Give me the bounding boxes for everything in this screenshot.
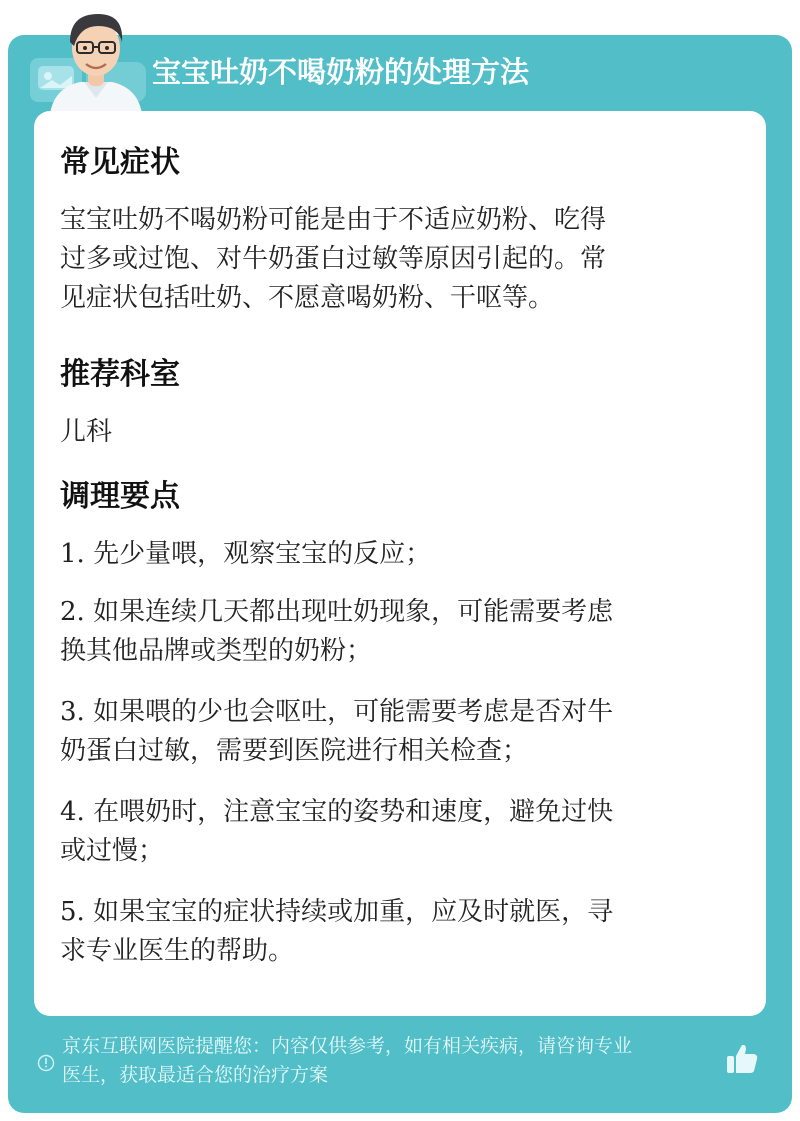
care-item (60, 793, 742, 871)
care-item-text: 或过慢； (60, 836, 165, 866)
doctor-avatar-icon (40, 2, 152, 114)
section-heading-department: 推荐科室 (60, 357, 180, 392)
care-item (60, 893, 742, 971)
section-heading-care: 调理要点 (60, 479, 180, 514)
care-item-number: 3. (60, 697, 85, 727)
care-item-text: 求专业医生的帮助。 (60, 936, 295, 966)
care-item-number: 4. (60, 797, 85, 827)
page-title: 宝宝吐奶不喝奶粉的处理方法 (152, 55, 530, 89)
footer-line: 医生，获取最适合您的治疗方案 (62, 1064, 329, 1086)
info-icon (37, 1054, 55, 1072)
footer-disclaimer (62, 1032, 732, 1090)
care-item-text: 如果连续几天都出现吐奶现象，可能需要考虑 (84, 597, 614, 627)
symptoms-line: 宝宝吐奶不喝奶粉可能是由于不适应奶粉、吃得 (60, 205, 607, 235)
care-item-number: 5. (60, 897, 85, 927)
symptoms-text (60, 201, 742, 318)
symptoms-line: 过多或过饱、对牛奶蛋白过敏等原因引起的。常 (60, 244, 607, 274)
care-item-text: 如果宝宝的症状持续或加重，应及时就医，寻 (84, 897, 614, 927)
department-value: 儿科 (60, 417, 113, 447)
care-item (60, 593, 742, 671)
care-item-text: 如果喂的少也会呕吐，可能需要考虑是否对牛 (84, 697, 614, 727)
care-item (60, 693, 742, 771)
symptoms-line: 见症状包括吐奶、不愿意喝奶粉、干呕等。 (60, 283, 555, 313)
care-item-text: 先少量喂，观察宝宝的反应； (84, 539, 432, 569)
care-item-text: 在喂奶时，注意宝宝的姿势和速度，避免过快 (84, 797, 614, 827)
content-card (34, 111, 766, 1016)
care-item-text: 换其他品牌或类型的奶粉； (60, 636, 373, 666)
care-item-text: 奶蛋白过敏，需要到医院进行相关检查； (60, 736, 529, 766)
care-item (60, 535, 742, 574)
thumbs-up-icon[interactable] (724, 1041, 760, 1077)
section-heading-symptoms: 常见症状 (60, 145, 180, 180)
care-item-number: 2. (60, 597, 85, 627)
footer-line: 京东互联网医院提醒您：内容仅供参考，如有相关疾病，请咨询专业 (62, 1035, 633, 1057)
care-item-number: 1. (60, 539, 85, 569)
